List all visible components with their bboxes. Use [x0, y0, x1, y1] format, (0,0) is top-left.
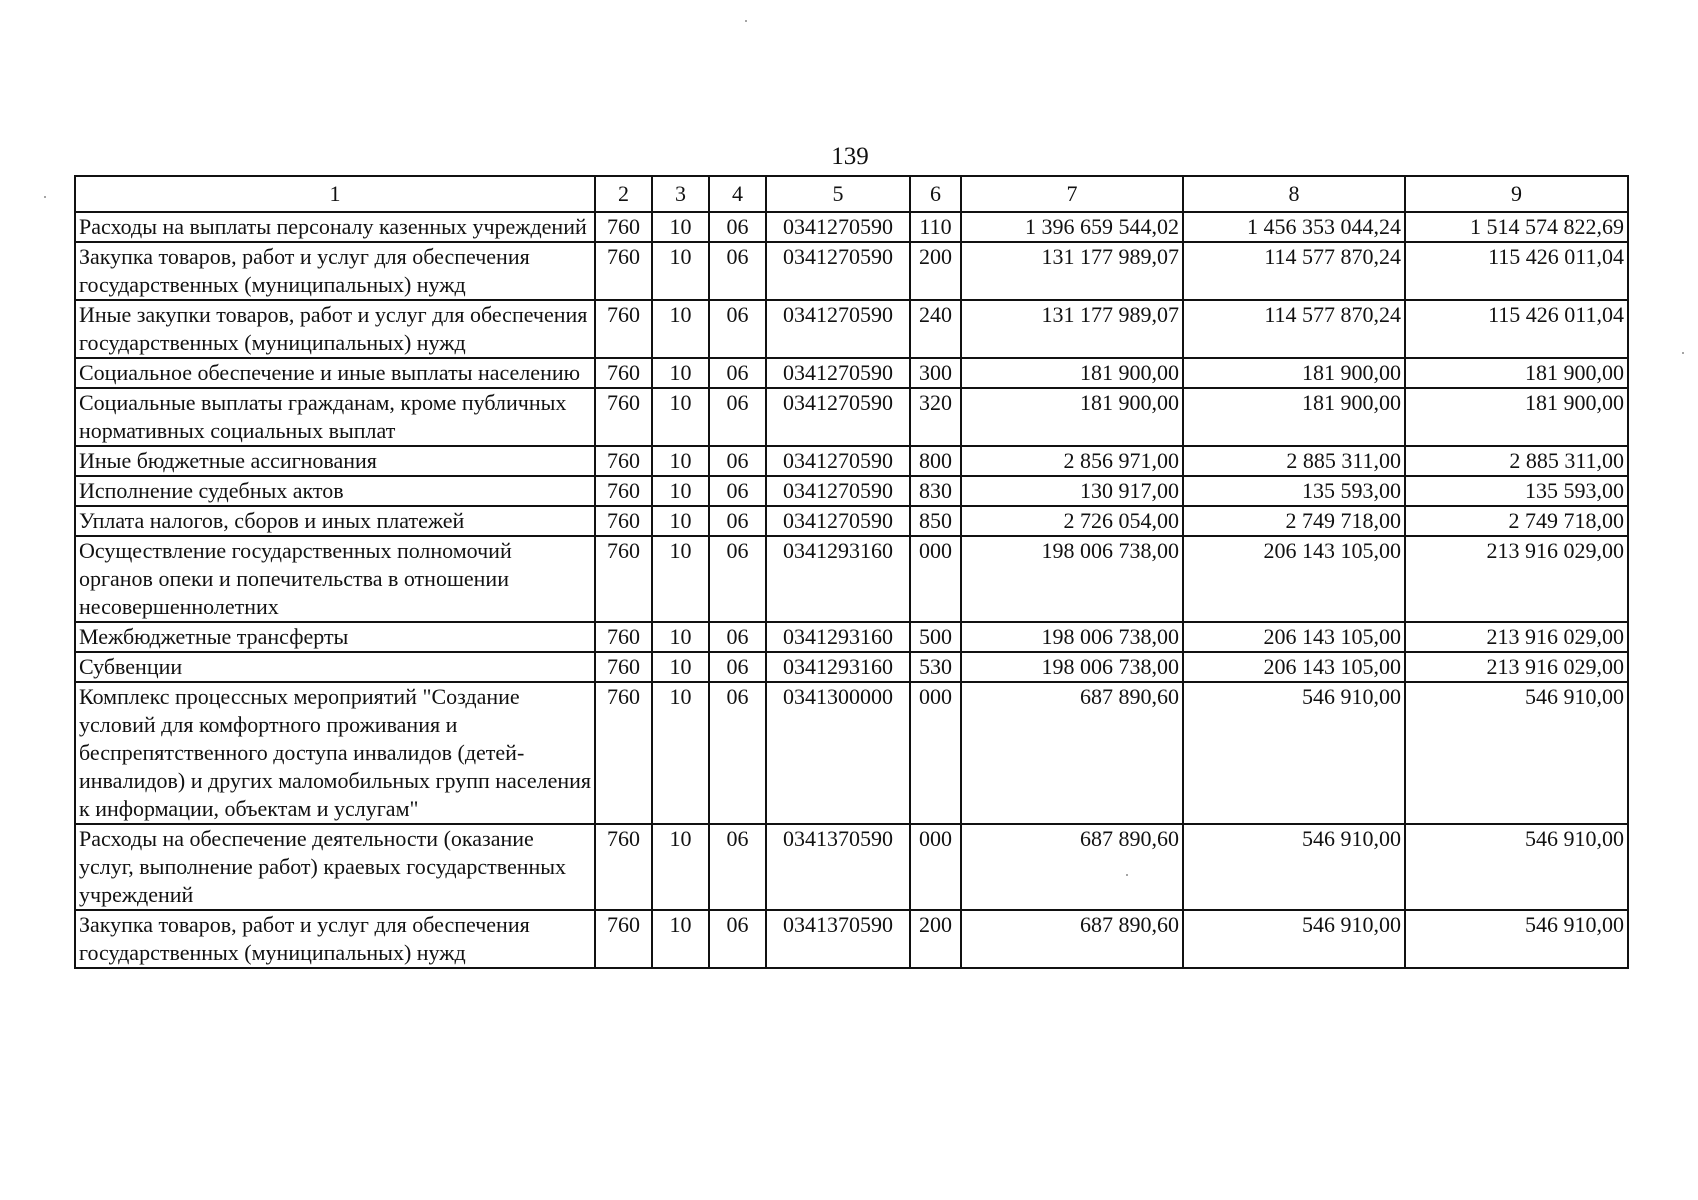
cell-amount-col-8: 2 885 311,00	[1183, 446, 1405, 476]
cell-amount-col-7: 181 900,00	[961, 358, 1183, 388]
column-header: 6	[910, 176, 961, 212]
cell-col-4: 06	[709, 824, 766, 910]
cell-col-2: 760	[595, 212, 652, 242]
column-header: 1	[75, 176, 595, 212]
cell-amount-col-8: 546 910,00	[1183, 682, 1405, 824]
cell-name: Исполнение судебных актов	[75, 476, 595, 506]
cell-col-4: 06	[709, 506, 766, 536]
budget-table	[74, 175, 1629, 969]
table-row	[75, 682, 1628, 824]
cell-amount-col-7: 130 917,00	[961, 476, 1183, 506]
cell-col-5: 0341270590	[766, 358, 910, 388]
cell-col-4: 06	[709, 388, 766, 446]
cell-amount-col-9: 2 749 718,00	[1405, 506, 1628, 536]
cell-col-3: 10	[652, 476, 709, 506]
table-row	[75, 212, 1628, 242]
cell-col-5: 0341300000	[766, 682, 910, 824]
cell-col-2: 760	[595, 824, 652, 910]
cell-col-6: 500	[910, 622, 961, 652]
cell-amount-col-9: 181 900,00	[1405, 358, 1628, 388]
cell-name: Социальные выплаты гражданам, кроме публичных нормативных социальных выплат	[75, 388, 595, 446]
cell-col-5: 0341293160	[766, 536, 910, 622]
scan-speck	[44, 196, 46, 198]
table-row	[75, 388, 1628, 446]
cell-col-2: 760	[595, 242, 652, 300]
cell-col-3: 10	[652, 506, 709, 536]
cell-col-5: 0341370590	[766, 910, 910, 968]
cell-amount-col-9: 213 916 029,00	[1405, 622, 1628, 652]
cell-amount-col-8: 135 593,00	[1183, 476, 1405, 506]
table-row	[75, 652, 1628, 682]
cell-col-5: 0341270590	[766, 476, 910, 506]
cell-col-6: 200	[910, 242, 961, 300]
cell-col-6: 530	[910, 652, 961, 682]
cell-amount-col-9: 135 593,00	[1405, 476, 1628, 506]
cell-col-2: 760	[595, 300, 652, 358]
cell-amount-col-7: 198 006 738,00	[961, 622, 1183, 652]
table-row	[75, 824, 1628, 910]
cell-col-6: 850	[910, 506, 961, 536]
cell-name: Осуществление государственных полномочий органов опеки и попечительства в отношении несовершеннолетних	[75, 536, 595, 622]
cell-col-2: 760	[595, 910, 652, 968]
cell-col-6: 110	[910, 212, 961, 242]
cell-col-4: 06	[709, 300, 766, 358]
cell-amount-col-9: 546 910,00	[1405, 682, 1628, 824]
table-row	[75, 446, 1628, 476]
cell-amount-col-7: 687 890,60	[961, 824, 1183, 910]
column-header: 5	[766, 176, 910, 212]
cell-amount-col-9: 546 910,00	[1405, 824, 1628, 910]
column-header: 2	[595, 176, 652, 212]
cell-col-3: 10	[652, 446, 709, 476]
cell-col-3: 10	[652, 300, 709, 358]
cell-name: Расходы на обеспечение деятельности (оказание услуг, выполнение работ) краевых государственных учреждений	[75, 824, 595, 910]
cell-amount-col-7: 181 900,00	[961, 388, 1183, 446]
cell-amount-col-7: 198 006 738,00	[961, 652, 1183, 682]
page-number: 139	[831, 143, 869, 170]
cell-amount-col-8: 114 577 870,24	[1183, 242, 1405, 300]
cell-col-2: 760	[595, 622, 652, 652]
cell-amount-col-8: 114 577 870,24	[1183, 300, 1405, 358]
cell-col-2: 760	[595, 446, 652, 476]
cell-col-3: 10	[652, 682, 709, 824]
cell-col-6: 300	[910, 358, 961, 388]
cell-col-4: 06	[709, 358, 766, 388]
cell-amount-col-9: 213 916 029,00	[1405, 536, 1628, 622]
table-row	[75, 242, 1628, 300]
cell-col-6: 830	[910, 476, 961, 506]
cell-amount-col-9: 1 514 574 822,69	[1405, 212, 1628, 242]
cell-col-4: 06	[709, 652, 766, 682]
cell-col-4: 06	[709, 682, 766, 824]
cell-col-4: 06	[709, 622, 766, 652]
cell-amount-col-8: 181 900,00	[1183, 388, 1405, 446]
cell-amount-col-8: 546 910,00	[1183, 910, 1405, 968]
column-header: 8	[1183, 176, 1405, 212]
cell-amount-col-8: 206 143 105,00	[1183, 652, 1405, 682]
cell-amount-col-7: 131 177 989,07	[961, 242, 1183, 300]
cell-amount-col-8: 206 143 105,00	[1183, 622, 1405, 652]
cell-col-6: 000	[910, 824, 961, 910]
cell-amount-col-7: 2 726 054,00	[961, 506, 1183, 536]
cell-name: Субвенции	[75, 652, 595, 682]
cell-name: Комплекс процессных мероприятий "Создание условий для комфортного проживания и беспрепятственного доступа инвалидов (детей-инвалидов) и других маломобильных групп населения к информации, объектам и услугам"	[75, 682, 595, 824]
cell-col-3: 10	[652, 242, 709, 300]
cell-col-6: 800	[910, 446, 961, 476]
cell-amount-col-8: 2 749 718,00	[1183, 506, 1405, 536]
cell-col-3: 10	[652, 536, 709, 622]
cell-col-3: 10	[652, 622, 709, 652]
cell-col-5: 0341370590	[766, 824, 910, 910]
cell-col-6: 000	[910, 536, 961, 622]
cell-col-3: 10	[652, 910, 709, 968]
cell-amount-col-7: 687 890,60	[961, 682, 1183, 824]
cell-col-3: 10	[652, 388, 709, 446]
cell-name: Закупка товаров, работ и услуг для обеспечения государственных (муниципальных) нужд	[75, 242, 595, 300]
table-row	[75, 358, 1628, 388]
cell-col-5: 0341270590	[766, 242, 910, 300]
cell-col-4: 06	[709, 242, 766, 300]
cell-col-5: 0341293160	[766, 622, 910, 652]
cell-name: Расходы на выплаты персоналу казенных учреждений	[75, 212, 595, 242]
cell-amount-col-9: 181 900,00	[1405, 388, 1628, 446]
column-header: 4	[709, 176, 766, 212]
cell-amount-col-7: 687 890,60	[961, 910, 1183, 968]
cell-col-5: 0341270590	[766, 300, 910, 358]
table-body	[75, 212, 1628, 968]
cell-amount-col-8: 181 900,00	[1183, 358, 1405, 388]
cell-name: Уплата налогов, сборов и иных платежей	[75, 506, 595, 536]
cell-col-2: 760	[595, 652, 652, 682]
scan-speck	[1126, 874, 1128, 876]
cell-col-5: 0341270590	[766, 446, 910, 476]
cell-col-4: 06	[709, 476, 766, 506]
table-row	[75, 910, 1628, 968]
cell-amount-col-9: 2 885 311,00	[1405, 446, 1628, 476]
cell-amount-col-8: 546 910,00	[1183, 824, 1405, 910]
cell-col-2: 760	[595, 388, 652, 446]
table-header-row	[75, 176, 1628, 212]
cell-amount-col-8: 1 456 353 044,24	[1183, 212, 1405, 242]
cell-col-4: 06	[709, 910, 766, 968]
column-header: 7	[961, 176, 1183, 212]
cell-amount-col-9: 115 426 011,04	[1405, 300, 1628, 358]
cell-amount-col-9: 546 910,00	[1405, 910, 1628, 968]
cell-name: Закупка товаров, работ и услуг для обеспечения государственных (муниципальных) нужд	[75, 910, 595, 968]
table-row	[75, 506, 1628, 536]
cell-amount-col-9: 213 916 029,00	[1405, 652, 1628, 682]
cell-col-5: 0341270590	[766, 506, 910, 536]
cell-amount-col-7: 1 396 659 544,02	[961, 212, 1183, 242]
cell-col-5: 0341270590	[766, 212, 910, 242]
cell-col-2: 760	[595, 476, 652, 506]
table-row	[75, 300, 1628, 358]
cell-col-5: 0341293160	[766, 652, 910, 682]
cell-col-2: 760	[595, 358, 652, 388]
cell-amount-col-7: 2 856 971,00	[961, 446, 1183, 476]
scan-speck	[745, 20, 747, 22]
cell-col-6: 000	[910, 682, 961, 824]
cell-col-6: 200	[910, 910, 961, 968]
cell-col-3: 10	[652, 652, 709, 682]
table-row	[75, 622, 1628, 652]
cell-amount-col-8: 206 143 105,00	[1183, 536, 1405, 622]
cell-col-4: 06	[709, 536, 766, 622]
column-header: 3	[652, 176, 709, 212]
cell-amount-col-9: 115 426 011,04	[1405, 242, 1628, 300]
cell-amount-col-7: 131 177 989,07	[961, 300, 1183, 358]
cell-name: Иные закупки товаров, работ и услуг для обеспечения государственных (муниципальных) нужд	[75, 300, 595, 358]
cell-name: Иные бюджетные ассигнования	[75, 446, 595, 476]
cell-name: Межбюджетные трансферты	[75, 622, 595, 652]
cell-col-6: 240	[910, 300, 961, 358]
cell-col-4: 06	[709, 446, 766, 476]
column-header: 9	[1405, 176, 1628, 212]
table-row	[75, 476, 1628, 506]
cell-amount-col-7: 198 006 738,00	[961, 536, 1183, 622]
cell-col-3: 10	[652, 358, 709, 388]
cell-col-6: 320	[910, 388, 961, 446]
cell-col-4: 06	[709, 212, 766, 242]
cell-col-5: 0341270590	[766, 388, 910, 446]
cell-col-2: 760	[595, 682, 652, 824]
scan-speck	[1682, 352, 1684, 354]
cell-col-2: 760	[595, 536, 652, 622]
table-row	[75, 536, 1628, 622]
cell-col-3: 10	[652, 212, 709, 242]
cell-name: Социальное обеспечение и иные выплаты населению	[75, 358, 595, 388]
cell-col-2: 760	[595, 506, 652, 536]
cell-col-3: 10	[652, 824, 709, 910]
